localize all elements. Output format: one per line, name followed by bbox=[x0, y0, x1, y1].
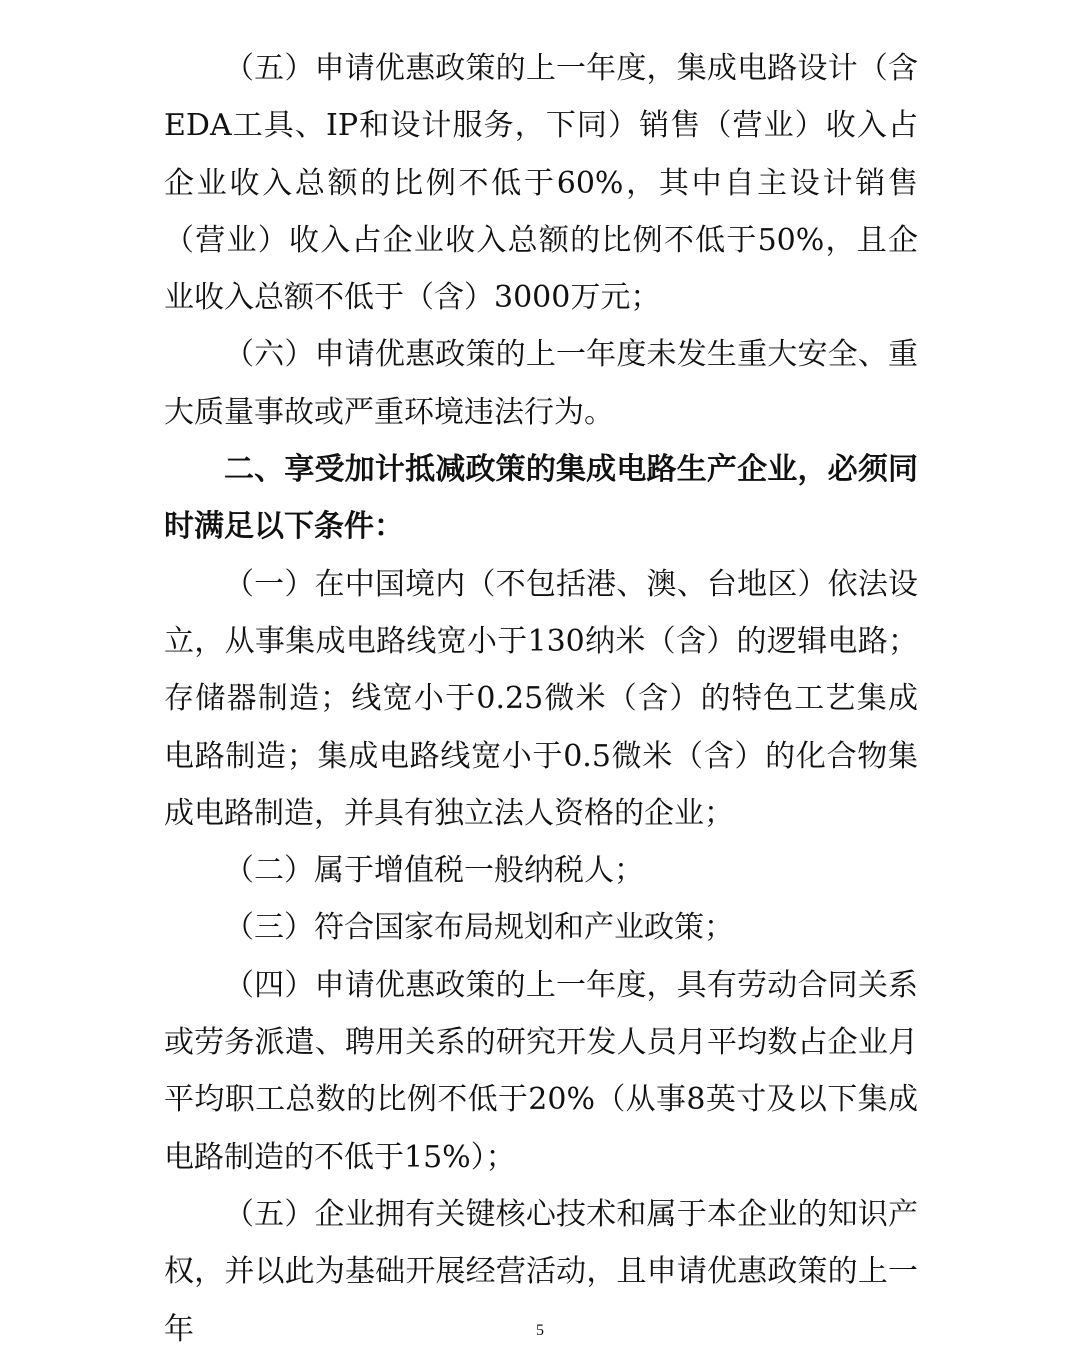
paragraph-established-in-china-condition: （一）在中国境内（不包括港、澳、台地区）依法设立，从事集成电路线宽小于130纳米（含）的逻辑电路；存储器制造；线宽小于0.25微米（含）的特色工艺集成电路制造；集成电路线宽小于0.5微米（含）的化合物集成电路制造，并具有独立法人资格的企业； bbox=[164, 566, 918, 831]
paragraph-design-revenue-condition: （五）申请优惠政策的上一年度，集成电路设计（含EDA工具、IP和设计服务，下同）销售（营业）收入占企业收入总额的比例不低于60%，其中自主设计销售（营业）收入占企业收入总额的比例不低于50%，且企业收入总额不低于（含）3000万元； bbox=[164, 51, 918, 316]
page-number: 5 bbox=[536, 1322, 544, 1339]
document-body bbox=[164, 40, 918, 1358]
paragraph-core-technology-condition: （五）企业拥有关键核心技术和属于本企业的知识产权，并以此为基础开展经营活动，且申请优惠政策的上一年 bbox=[164, 1196, 918, 1347]
paragraph-national-policy-condition: （三）符合国家布局规划和产业政策； bbox=[224, 910, 734, 946]
section-heading-production-enterprise: 二、享受加计抵减政策的集成电路生产企业，必须同时满足以下条件： bbox=[164, 452, 918, 545]
paragraph-no-major-accident-condition: （六）申请优惠政策的上一年度未发生重大安全、重大质量事故或严重环境违法行为。 bbox=[164, 337, 918, 430]
paragraph-rd-staff-ratio-condition: （四）申请优惠政策的上一年度，具有劳动合同关系或劳务派遣、聘用关系的研究开发人员月平均数占企业月平均职工总数的比例不低于20%（从事8英寸及以下集成电路制造的不低于15%）； bbox=[164, 967, 918, 1175]
paragraph-general-taxpayer-condition: （二）属于增值税一般纳税人； bbox=[224, 853, 644, 889]
